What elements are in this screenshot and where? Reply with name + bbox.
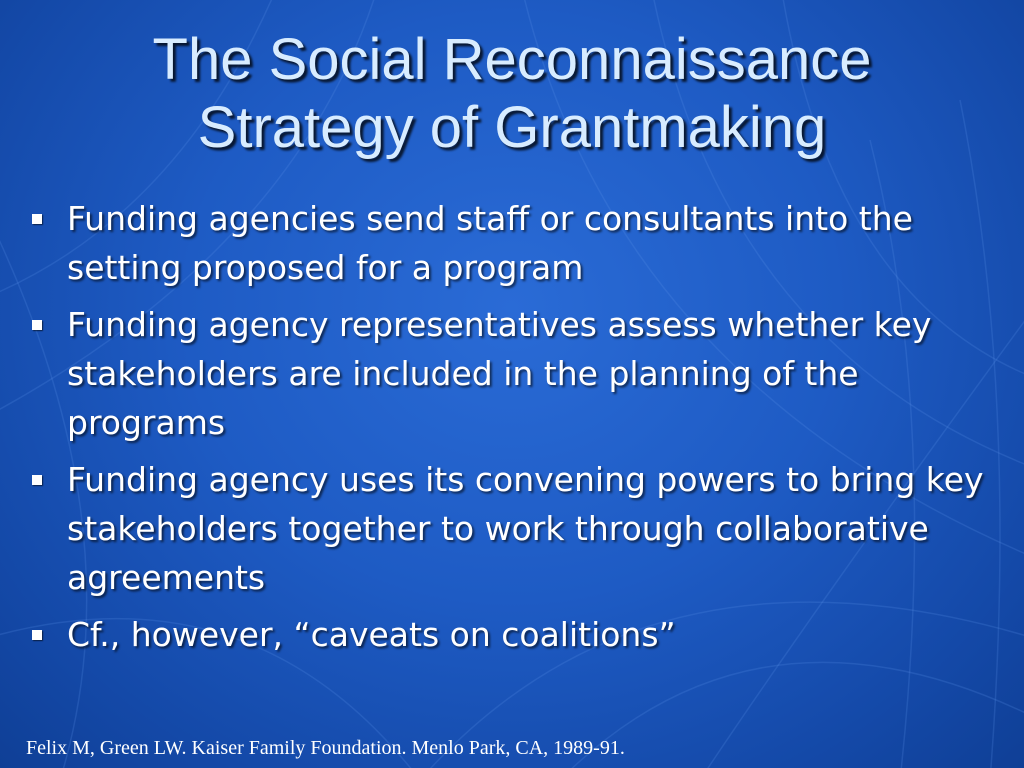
bullet-item bbox=[28, 455, 998, 602]
square-bullet-icon bbox=[32, 214, 42, 224]
citation-footer: Felix M, Green LW. Kaiser Family Foundation. Menlo Park, CA, 1989-91. bbox=[26, 737, 625, 759]
bullet-text: Funding agency uses its convening powers to bring key stakeholders together to work through collaborative agreements bbox=[67, 460, 984, 597]
square-bullet-icon bbox=[32, 475, 42, 485]
bullet-list bbox=[28, 194, 998, 667]
bullet-text: Cf., however, “caveats on coalitions” bbox=[67, 615, 676, 654]
slide-title-line-2: Strategy of Grantmaking bbox=[197, 95, 827, 160]
slide-title bbox=[40, 26, 984, 162]
bullet-text: Funding agencies send staff or consultants into the setting proposed for a program bbox=[67, 199, 913, 287]
square-bullet-icon bbox=[32, 320, 42, 330]
bullet-item bbox=[28, 194, 998, 292]
bullet-item bbox=[28, 610, 998, 659]
slide-title-line-1: The Social Reconnaissance bbox=[152, 27, 872, 92]
bullet-text: Funding agency representatives assess whether key stakeholders are included in the planning of the programs bbox=[67, 305, 932, 442]
bullet-item bbox=[28, 300, 998, 447]
square-bullet-icon bbox=[32, 630, 42, 640]
